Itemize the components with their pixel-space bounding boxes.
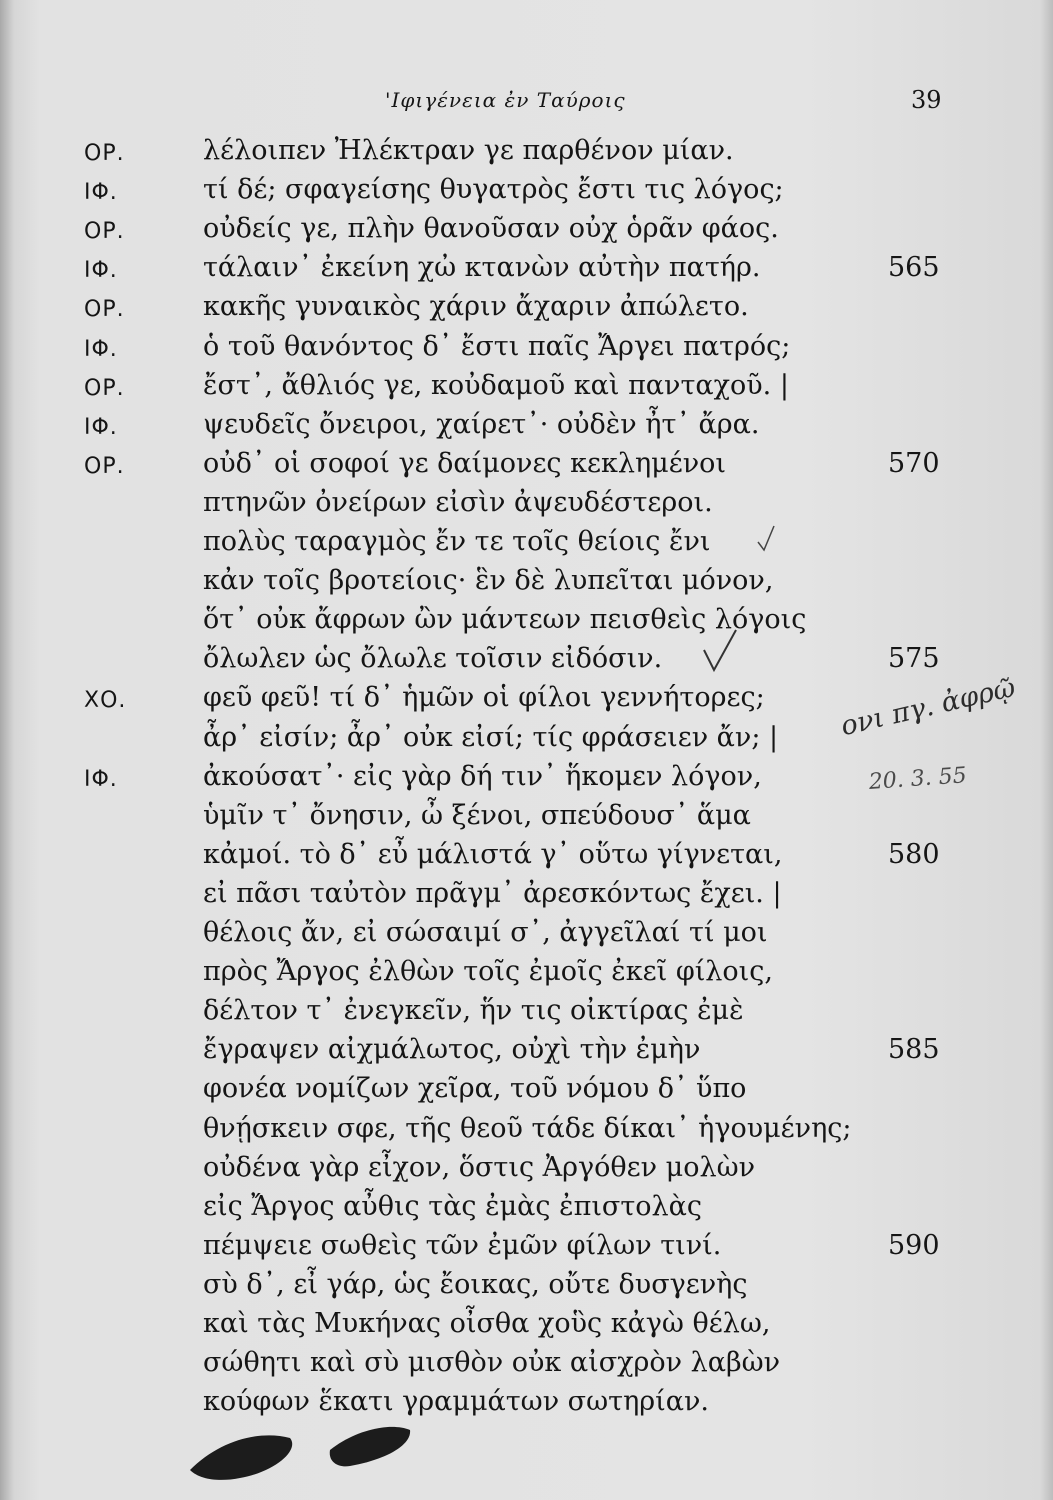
verse-line: [0, 604, 1053, 644]
verse-line: [0, 1191, 1053, 1231]
verse-line: [0, 1034, 1053, 1074]
verse-text: λέλοιπεν Ἠλέκτραν γε παρθένον μίαν.: [203, 135, 734, 166]
verse-text: τάλαιν᾽ ἐκείνη χὠ κτανὼν αὐτὴν πατήρ.: [203, 252, 761, 283]
pencil-check-mark: [700, 628, 740, 678]
verse-text: ἔστ᾽, ἄθλιός γε, κοὐδαμοῦ καὶ πανταχοῦ. |: [203, 370, 789, 401]
speaker-label: ΙΦ.: [84, 258, 118, 283]
speaker-label: ΟΡ.: [84, 141, 125, 166]
verse-line: [0, 1152, 1053, 1192]
speaker-label: ΧΟ.: [84, 688, 127, 713]
verse-text: πρὸς Ἄργος ἐλθὼν τοῖς ἐμοῖς ἐκεῖ φίλοις,: [203, 956, 773, 987]
speaker-label: ΙΦ.: [84, 767, 118, 792]
verse-text: ψευδεῖς ὄνειροι, χαίρετ᾽· οὐδὲν ἦτ᾽ ἄρα.: [203, 409, 760, 440]
verse-text: κἀμοί. τὸ δ᾽ εὖ μάλιστά γ᾽ οὕτω γίγνεται,: [203, 839, 783, 870]
verse-line: [0, 1386, 1053, 1426]
verse-line: [0, 370, 1053, 410]
speaker-label: ΙΦ.: [84, 180, 118, 205]
speaker-label: ΟΡ.: [84, 454, 125, 479]
line-number: 570: [888, 448, 940, 479]
verse-text: ὅτ᾽ οὐκ ἄφρων ὢν μάντεων πεισθεὶς λόγοις: [203, 604, 807, 635]
verse-line: [0, 1113, 1053, 1153]
verse-line: [0, 487, 1053, 527]
verse-text: ὄλωλεν ὡς ὄλωλε τοῖσιν εἰδόσιν.: [203, 643, 663, 674]
page-number: 39: [911, 86, 942, 114]
verse-line: [0, 135, 1053, 175]
verse-line: [0, 956, 1053, 996]
line-number: 575: [888, 643, 940, 674]
handwritten-note: ονι πγ. ἀφρῷ: [838, 671, 1019, 743]
speaker-label: ΙΦ.: [84, 415, 118, 440]
verse-line: [0, 448, 1053, 488]
line-number: 580: [888, 839, 940, 870]
verse-line: [0, 252, 1053, 292]
verse-text: ὑμῖν τ᾽ ὄνησιν, ὦ ξένοι, σπεύδουσ᾽ ἅμα: [203, 800, 751, 831]
speaker-label: ΟΡ.: [84, 219, 125, 244]
verse-text: ἆρ᾽ εἰσίν; ἆρ᾽ οὐκ εἰσί; τίς φράσειεν ἄν; |: [203, 722, 779, 753]
verse-line: [0, 409, 1053, 449]
verse-line: [0, 291, 1053, 331]
verse-text: θέλοις ἄν, εἰ σώσαιμί σ᾽, ἀγγεῖλαί τί μοι: [203, 917, 768, 948]
verse-text: καὶ τὰς Μυκήνας οἶσθα χοὓς κἀγὼ θέλω,: [203, 1308, 771, 1339]
verse-line: [0, 526, 1053, 566]
verse-line: [0, 1230, 1053, 1270]
verse-text: φονέα νομίζων χεῖρα, τοῦ νόμου δ᾽ ὕπο: [203, 1073, 747, 1104]
verse-text: κούφων ἕκατι γραμμάτων σωτηρίαν.: [203, 1386, 709, 1417]
verse-text: πολὺς ταραγμὸς ἔν τε τοῖς θείοις ἔνι: [203, 526, 711, 557]
verse-text: ὁ τοῦ θανόντος δ᾽ ἔστι παῖς Ἄργει πατρός;: [203, 331, 791, 362]
verse-line: [0, 643, 1053, 683]
verse-text: οὐδένα γὰρ εἶχον, ὅστις Ἀργόθεν μολὼν: [203, 1152, 755, 1183]
verse-text: εἰς Ἄργος αὖθις τὰς ἐμὰς ἐπιστολὰς: [203, 1191, 703, 1222]
speaker-label: ΟΡ.: [84, 376, 125, 401]
verse-line: [0, 213, 1053, 253]
handwritten-date: 20. 3. 55: [868, 763, 968, 795]
line-number: 590: [888, 1230, 940, 1261]
verse-text: φεῦ φεῦ! τί δ᾽ ἡμῶν οἱ φίλοι γεννήτορες;: [203, 682, 765, 713]
verse-text: σὺ δ᾽, εἶ γάρ, ὡς ἔοικας, οὔτε δυσγενὴς: [203, 1269, 748, 1300]
verse-line: [0, 331, 1053, 371]
verse-text: τί δέ; σφαγείσης θυγατρὸς ἔστι τις λόγος;: [203, 174, 784, 205]
verse-text: οὐδείς γε, πλὴν θανοῦσαν οὐχ ὁρᾶν φάος.: [203, 213, 779, 244]
verse-line: [0, 839, 1053, 879]
verse-text: πτηνῶν ὀνείρων εἰσὶν ἀψευδέστεροι.: [203, 487, 713, 518]
verse-text: ἔγραψεν αἰχμάλωτος, οὐχὶ τὴν ἐμὴν: [203, 1034, 701, 1065]
verse-text: εἰ πᾶσι ταὐτὸν πρᾶγμ᾽ ἀρεσκόντως ἔχει. |: [203, 878, 782, 909]
speaker-label: ΙΦ.: [84, 337, 118, 362]
verse-line: [0, 174, 1053, 214]
verse-text: κακῆς γυναικὸς χάριν ἄχαριν ἀπώλετο.: [203, 291, 749, 322]
verse-text: ἀκούσατ᾽· εἰς γὰρ δή τιν᾽ ἥκομεν λόγον,: [203, 761, 762, 792]
verse-line: [0, 1347, 1053, 1387]
verse-line: [0, 917, 1053, 957]
verse-text: πέμψειε σωθεὶς τῶν ἐμῶν φίλων τινί.: [203, 1230, 722, 1261]
pencil-tick-mark: [756, 524, 776, 554]
verse-line: [0, 1308, 1053, 1348]
verse-line: [0, 995, 1053, 1035]
line-number: 585: [888, 1034, 940, 1065]
verse-line: [0, 878, 1053, 918]
verse-text: κἀν τοῖς βροτείοις· ἓν δὲ λυπεῖται μόνον,: [203, 565, 774, 596]
verse-line: [0, 1269, 1053, 1309]
verse-text: σώθητι καὶ σὺ μισθὸν οὐκ αἰσχρὸν λαβὼν: [203, 1347, 781, 1378]
speaker-label: ΟΡ.: [84, 297, 125, 322]
verse-line: [0, 565, 1053, 605]
verse-text: δέλτον τ᾽ ἐνεγκεῖν, ἥν τις οἰκτίρας ἐμὲ: [203, 995, 744, 1026]
running-header: 'Ιφιγένεια ἐν Ταύροις: [385, 88, 626, 112]
line-number: 565: [888, 252, 940, 283]
verse-text: θνῄσκειν σφε, τῆς θεοῦ τάδε δίκαι᾽ ἡγουμένης;: [203, 1113, 852, 1144]
verse-text: οὐδ᾽ οἱ σοφοί γε δαίμονες κεκλημένοι: [203, 448, 726, 479]
ink-stain: [180, 1400, 440, 1490]
verse-line: [0, 1073, 1053, 1113]
verse-line: [0, 800, 1053, 840]
